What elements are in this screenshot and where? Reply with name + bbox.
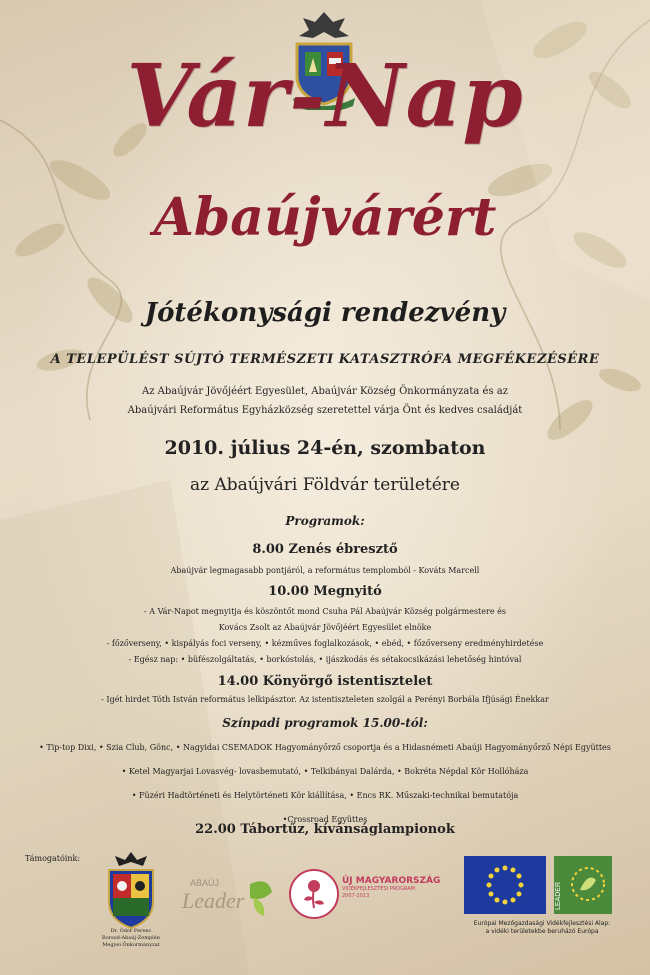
- program-description: - Igét hirdet Tóth István református lelkipásztor. Az istentiszteleten szolgál a Perényi Borbála Ifjúsági Énekkar: [101, 695, 549, 704]
- program-line: • Füzéri Hadtörténeti és Helytörténeti Kör kiállítása, • Encs RK. Műszaki-technikai bemutatója: [131, 791, 519, 800]
- programs-heading: Programok:: [285, 514, 365, 528]
- program-description: [0, 604, 650, 668]
- program-description: Abaújvár legmagasabb pontjáról, a református templomból - Kováts Marcell: [170, 566, 480, 575]
- event-date: 2010. július 24-én, szombaton: [164, 437, 486, 459]
- program-title: 8.00 Zenés ébresztő: [252, 542, 398, 557]
- leader-logo-icon: [554, 856, 612, 914]
- program-line: - A Vár-Napot megnyitja és köszöntőt mond Csuha Pál Abaújvár Község polgármestere és: [144, 607, 506, 616]
- county-coat-of-arms-icon: [103, 850, 159, 932]
- program-title: 10.00 Megnyitó: [268, 584, 382, 599]
- event-title: Vár-Nap: [126, 46, 524, 147]
- event-purpose: A TELEPÜLÉST SÚJTÓ TERMÉSZETI KATASZTRÓFA MEGFÉKEZÉSÉRE: [50, 352, 600, 367]
- eu-fund-text: [462, 920, 622, 936]
- umfp-title: ÚJ MAGYARORSZÁG: [342, 876, 441, 886]
- program-description: [0, 736, 650, 832]
- program-title: Színpadi programok 15.00-tól:: [222, 716, 428, 730]
- county-sponsor-line: Megyei Önkormányzat: [102, 942, 160, 948]
- eu-flag-icon: [464, 856, 546, 914]
- uj-magyarorszag-logo: [342, 876, 462, 899]
- abauj-leader-logo: [172, 872, 282, 922]
- event-location: az Abaújvári Földvár területére: [190, 475, 460, 495]
- program-line: - Egész nap: • büfészolgáltatás, • borkóstolás, • ijászkodás és sétakocsikázási lehetőség hintóval: [128, 655, 522, 664]
- umfp-years: 2007-2013: [342, 893, 370, 899]
- program-line: •Crossroad Együttes: [282, 815, 368, 824]
- program-line: Kovács Zsolt az Abaújvár Jövőjéért Egyesület elnöke: [218, 623, 432, 632]
- leader-logo-label: Leader: [182, 888, 245, 913]
- invitation-text: [0, 382, 650, 420]
- program-line: - főzőverseny, • kispályás foci verseny, • kézműves foglalkozások, • ebéd, • főzőverseny eredményhirdetése: [106, 639, 544, 648]
- invitation-line: Abaújvári Református Egyházközség szeretettel várja Önt és kedves családját: [127, 405, 523, 416]
- program-title: 22.00 Tábortűz, kívánságlampionok: [195, 822, 455, 837]
- program-line: • Tip-top Dixi, • Szia Club, Gönc, • Nagyidai CSEMADOK Hagyományőrző csoportja és a Hidasnémeti Abaúji Hagyományőrző Népi Együttes: [39, 743, 611, 752]
- county-sponsor-line: Borsod-Abaúj-Zemplén: [102, 935, 160, 941]
- invitation-line: Az Abaújvár Jövőjéért Egyesület, Abaújvár Község Önkormányzata és az: [141, 386, 508, 397]
- county-sponsor-text: [88, 928, 174, 949]
- umfp-subtitle: VIDÉKFEJLESZTÉSI PROGRAM: [342, 886, 415, 892]
- eu-fund-line: Európai Mezőgazdasági Vidékfejlesztési Alap:: [473, 920, 611, 927]
- program-title: 14.00 Könyörgő istentisztelet: [217, 674, 433, 689]
- leader-logo-text: LEADER: [555, 881, 562, 910]
- county-sponsor-line: Dr. Ódor Ferenc: [110, 928, 152, 934]
- event-subtitle: Abaújvárért: [153, 187, 497, 248]
- flower-logo-icon: [288, 868, 340, 920]
- event-type: Jótékonysági rendezvény: [144, 298, 506, 328]
- abauj-logo-label: ABAÚJ: [190, 878, 220, 888]
- program-line: • Ketel Magyarjai Lovasvég- lovasbemutató, • Telkibányai Dalárda, • Bokréta Népdal Kör Hollóháza: [121, 767, 529, 776]
- eu-fund-line: a vidéki területekbe beruházó Európa: [485, 928, 599, 935]
- sponsors-label: Támogatóink:: [25, 854, 81, 863]
